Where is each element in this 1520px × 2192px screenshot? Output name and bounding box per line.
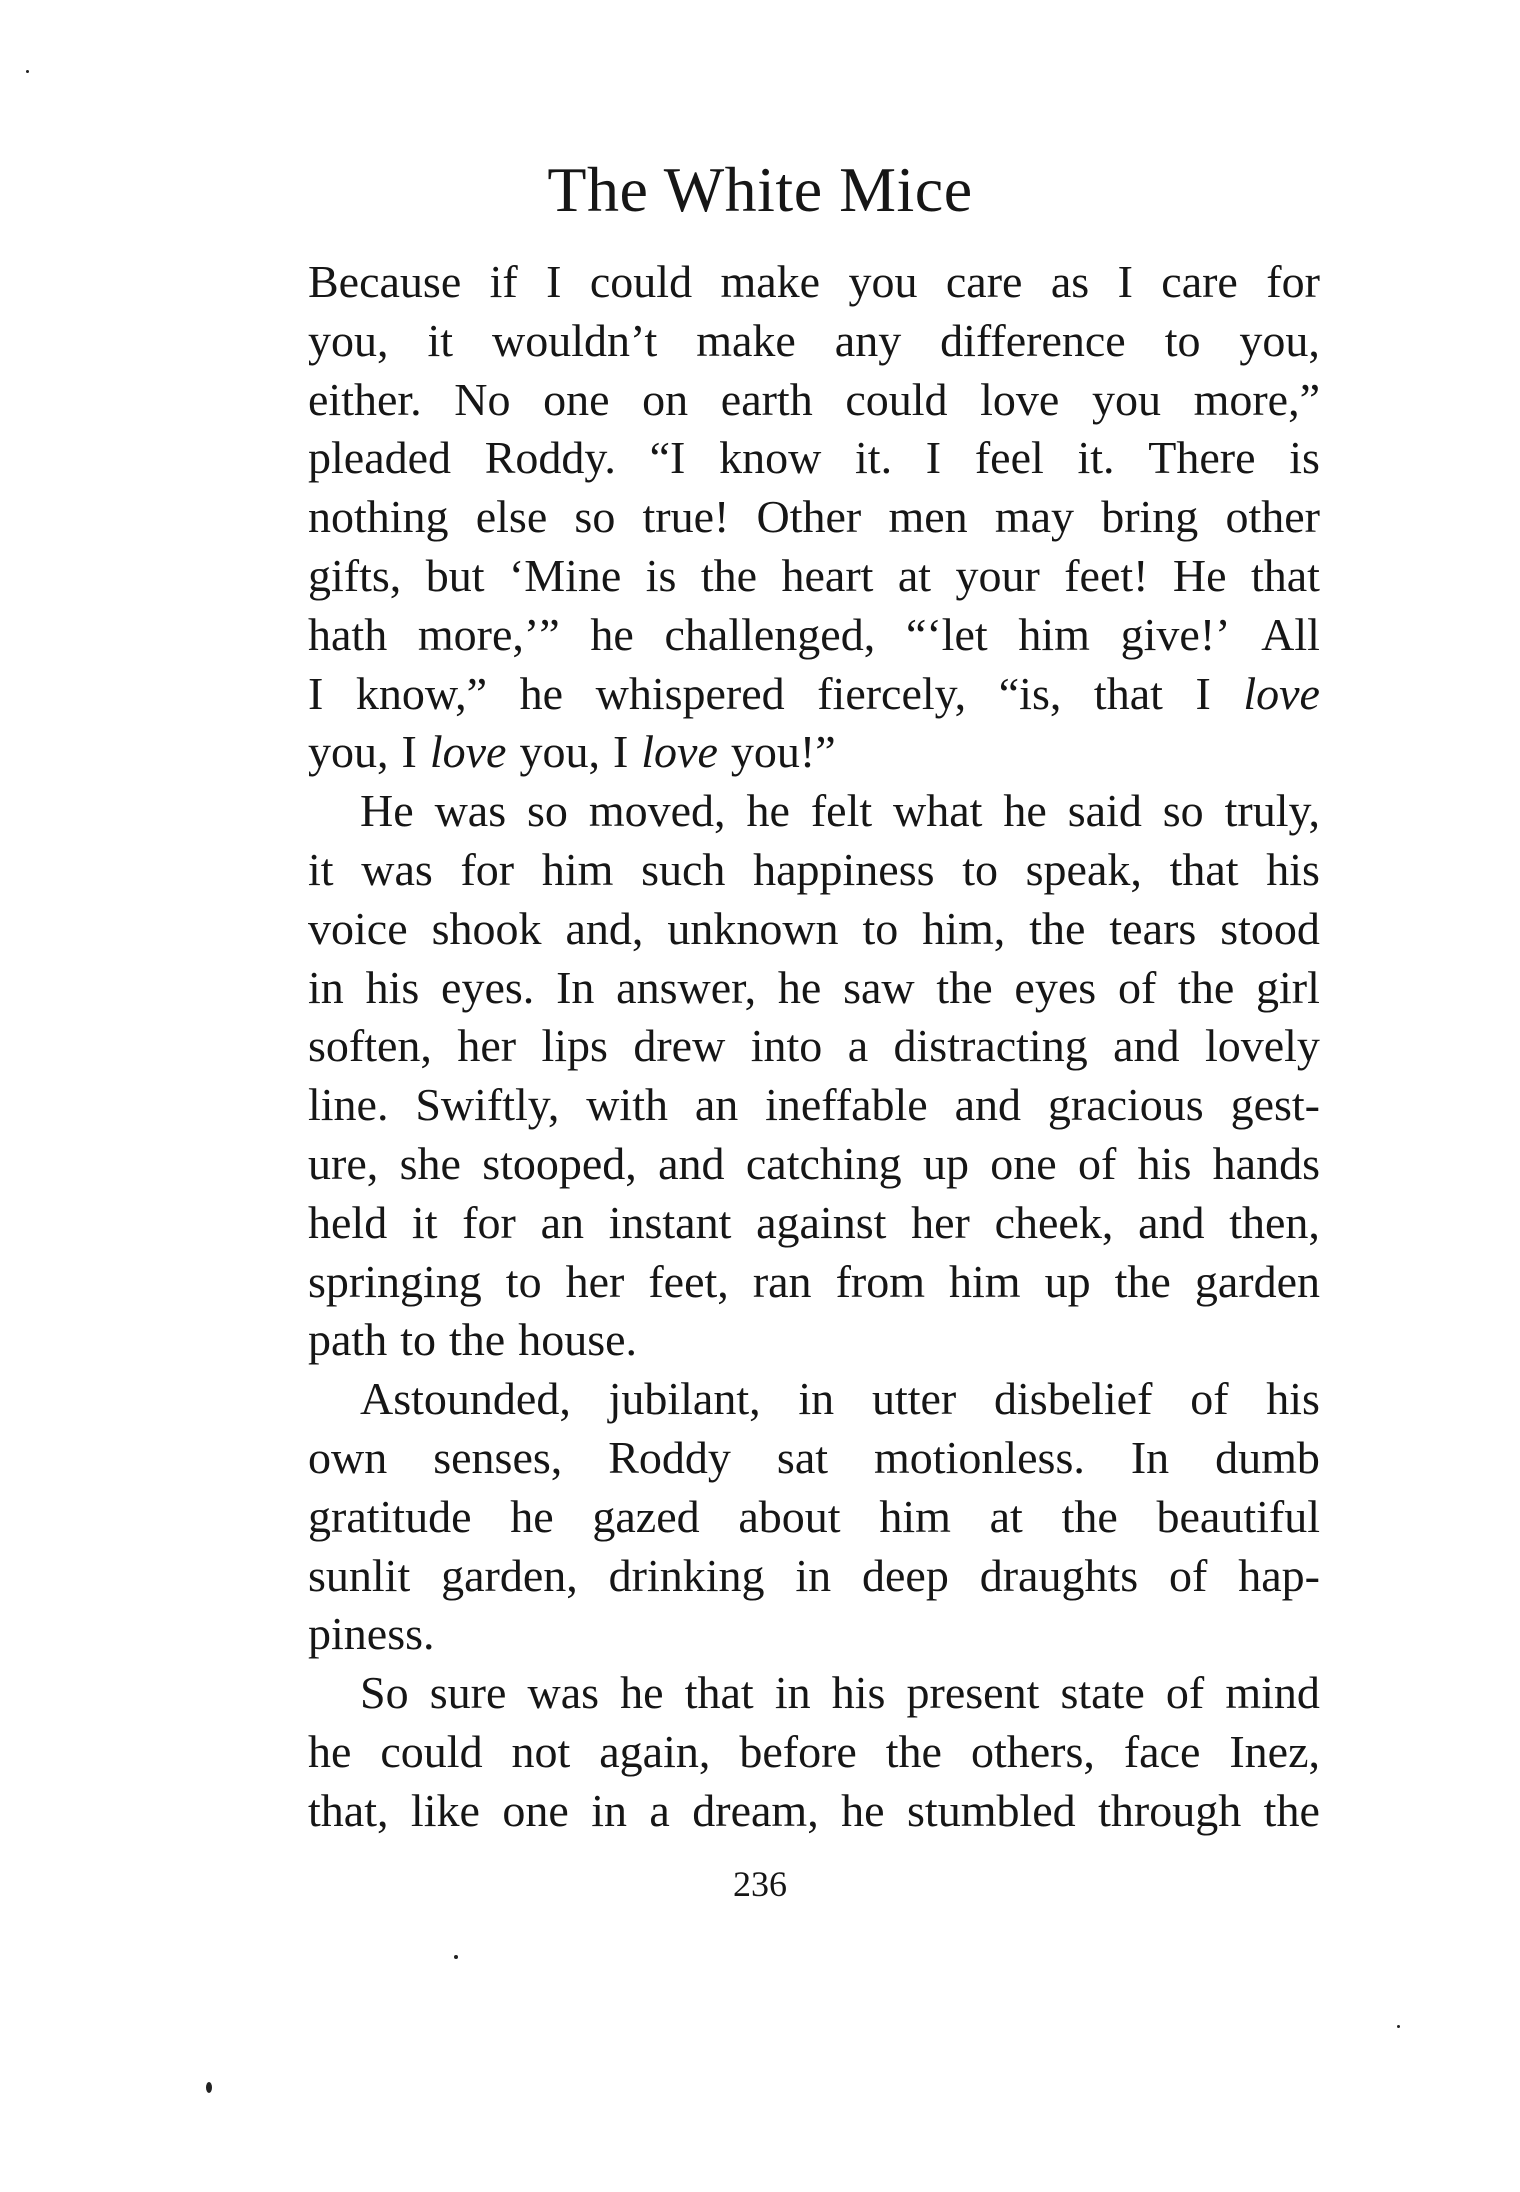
word: dream, [692, 1784, 819, 1836]
word: you, [308, 314, 389, 366]
word: So [360, 1667, 409, 1719]
word: Other [756, 491, 862, 543]
text-line [308, 1194, 1320, 1253]
word: disbelief [994, 1373, 1153, 1425]
word: is [645, 549, 677, 601]
word: In [1130, 1431, 1170, 1483]
word: senses, [433, 1431, 563, 1483]
word: other [1225, 491, 1320, 543]
word: draughts [979, 1549, 1139, 1601]
word: it [308, 843, 334, 895]
word: “is, [998, 667, 1062, 719]
word: on [642, 373, 689, 425]
word: you [1091, 373, 1161, 425]
word: the [1178, 961, 1235, 1013]
word: and [954, 1079, 1022, 1131]
word: gifts, [308, 549, 402, 601]
word: that [1093, 667, 1163, 719]
word: house. [518, 1314, 638, 1366]
word: him [541, 843, 614, 895]
word: gracious [1047, 1079, 1204, 1131]
word: a [649, 1784, 670, 1836]
word: stumbled [907, 1784, 1076, 1836]
word: jubilant, [608, 1373, 761, 1425]
word: garden [1194, 1255, 1320, 1307]
word: that [1250, 549, 1320, 601]
word: lips [541, 1020, 608, 1072]
word: the [700, 549, 758, 601]
word: feel [974, 432, 1044, 484]
page-number: 236 [733, 1864, 787, 1904]
word: love [1243, 667, 1320, 719]
word: a [847, 1020, 869, 1072]
word: her [457, 1020, 517, 1072]
word: either. [308, 373, 422, 425]
word: girl [1256, 961, 1320, 1013]
word: could [845, 373, 948, 425]
word: In [556, 961, 595, 1013]
word: to [962, 843, 998, 895]
word: saw [843, 961, 915, 1013]
word: his [1137, 1137, 1192, 1189]
word: held [308, 1196, 388, 1248]
word: the [885, 1725, 942, 1777]
word: ineffable [765, 1079, 928, 1131]
word: may [994, 491, 1075, 543]
word: drew [633, 1020, 726, 1072]
word: motionless. [874, 1431, 1085, 1483]
word: nothing [308, 491, 449, 543]
word: was [361, 843, 433, 895]
word: I [546, 256, 562, 307]
word: No [454, 373, 511, 425]
word: one [502, 1784, 569, 1836]
word: difference [940, 314, 1126, 366]
word: All [1261, 608, 1320, 660]
word: the [1029, 902, 1086, 954]
word: like [410, 1784, 480, 1836]
word: I [925, 432, 942, 484]
word: instant [608, 1196, 732, 1248]
word: love [429, 726, 507, 778]
scan-speck [26, 70, 29, 73]
word: then, [1229, 1196, 1320, 1248]
text-line [308, 1135, 1320, 1194]
scan-speck [206, 2082, 212, 2093]
word: eyes [1014, 961, 1097, 1013]
text-line [308, 606, 1320, 665]
word: know,” [355, 667, 488, 719]
word: He [1172, 549, 1227, 601]
text-line [308, 841, 1320, 900]
word: ran [752, 1255, 812, 1307]
word: men [888, 491, 968, 543]
word: you, [519, 726, 600, 778]
word: springing [308, 1255, 482, 1307]
word: beautiful [1156, 1490, 1320, 1542]
word: make [696, 314, 796, 366]
word: “‘let [905, 608, 988, 660]
text-line [308, 1605, 1320, 1664]
text-line [308, 959, 1320, 1018]
word: said [1067, 785, 1142, 837]
word: to [400, 1314, 436, 1366]
word: face [1123, 1725, 1201, 1777]
word: up [1044, 1255, 1091, 1307]
text-line [308, 547, 1320, 606]
word: sure [429, 1667, 507, 1719]
word: gest- [1230, 1079, 1320, 1131]
word: to [1164, 314, 1201, 366]
word: you [848, 256, 918, 307]
word: hath [308, 608, 388, 660]
word: There [1148, 432, 1256, 484]
word: up [922, 1137, 969, 1189]
word: I [401, 726, 417, 778]
word: Inez, [1229, 1725, 1320, 1777]
text-line [308, 782, 1320, 841]
word: shook [431, 902, 542, 954]
word: whispered [595, 667, 785, 719]
word: “I [649, 432, 686, 484]
text-line [308, 1547, 1320, 1606]
word: eyes. [441, 961, 535, 1013]
word: in [591, 1784, 627, 1836]
word: he [620, 1667, 664, 1719]
word: catching [745, 1137, 902, 1189]
word: could [380, 1725, 483, 1777]
word: felt [810, 785, 873, 837]
word: that [684, 1667, 754, 1719]
word: the [448, 1314, 506, 1366]
word: lovely [1204, 1020, 1320, 1072]
word: her [565, 1255, 625, 1307]
word: against [756, 1196, 887, 1248]
word: you, [308, 726, 389, 778]
word: hands [1212, 1137, 1320, 1189]
word: if [489, 256, 518, 307]
word: it [427, 314, 454, 366]
word: mind [1225, 1667, 1320, 1719]
word: I [1117, 256, 1133, 307]
word: could [589, 256, 693, 307]
word: feet! [1064, 549, 1149, 601]
word: heart [781, 549, 874, 601]
word: I [612, 726, 629, 778]
word: path [308, 1314, 388, 1366]
word: and [658, 1137, 725, 1189]
word: I [1195, 667, 1211, 719]
word: else [475, 491, 548, 543]
text-line [308, 1429, 1320, 1488]
text-line [308, 1253, 1320, 1312]
word: and [1113, 1020, 1180, 1072]
word: through [1098, 1784, 1242, 1836]
word: so [574, 491, 616, 543]
word: happiness [753, 843, 935, 895]
word: he [777, 961, 822, 1013]
word: her [911, 1196, 970, 1248]
word: an [540, 1196, 584, 1248]
word: you!” [730, 726, 836, 778]
word: in [795, 1549, 832, 1601]
word: from [835, 1255, 925, 1307]
page-title: The White Mice [547, 154, 973, 225]
word: what [893, 785, 983, 837]
word: he [590, 608, 634, 660]
word: bring [1101, 491, 1199, 543]
text-line [308, 371, 1320, 430]
word: line. [308, 1079, 389, 1131]
text-line [308, 723, 1320, 782]
word: is [1289, 432, 1320, 484]
text-line [308, 1017, 1320, 1076]
word: was [434, 785, 507, 837]
word: it. [855, 432, 893, 484]
word: make [720, 256, 821, 307]
text-line [308, 312, 1320, 371]
word: stooped, [482, 1137, 637, 1189]
text-line [308, 1782, 1320, 1841]
word: the [1263, 1784, 1320, 1836]
word: true! [642, 491, 730, 543]
word: answer, [616, 961, 757, 1013]
word: truly, [1224, 785, 1320, 837]
word: at [897, 549, 932, 601]
word: love [641, 726, 718, 778]
text-line [308, 1723, 1320, 1782]
word: any [834, 314, 902, 366]
word: it [411, 1196, 438, 1248]
word: him, [922, 902, 1006, 954]
text-line [308, 665, 1320, 724]
word: his [1266, 843, 1320, 895]
word: with [586, 1079, 668, 1131]
word: in [308, 961, 344, 1013]
word: earth [720, 373, 813, 425]
word: care [945, 256, 1023, 307]
word: Swiftly, [415, 1079, 560, 1131]
word: he [841, 1784, 885, 1836]
word: voice [308, 902, 408, 954]
word: hap- [1238, 1549, 1320, 1601]
word: and [1138, 1196, 1205, 1248]
word: so [1162, 785, 1204, 837]
word: such [641, 843, 726, 895]
word: gratitude [308, 1490, 472, 1542]
word: of [1190, 1373, 1229, 1425]
word: moved, [588, 785, 726, 837]
word: sunlit [308, 1549, 411, 1601]
word: stood [1220, 902, 1320, 954]
word: Roddy [608, 1431, 731, 1483]
word: one [543, 373, 610, 425]
word: he [519, 667, 564, 719]
word: pleaded [308, 432, 452, 484]
word: you, [1239, 314, 1320, 366]
word: gazed [592, 1490, 700, 1542]
word: distracting [893, 1020, 1088, 1072]
scan-speck [1397, 2025, 1400, 2028]
word: he [510, 1490, 554, 1542]
word: more,” [1193, 373, 1320, 425]
word: sat [776, 1431, 829, 1483]
word: the [936, 961, 993, 1013]
word: Because [308, 256, 462, 307]
word: love [980, 373, 1060, 425]
word: for [462, 1196, 516, 1248]
word: more,’” [417, 608, 560, 660]
word: his [1266, 1373, 1320, 1425]
word: own [308, 1431, 388, 1483]
word: to [505, 1255, 542, 1307]
text-line [308, 1311, 1320, 1370]
body-text [308, 253, 1320, 1841]
word: garden, [441, 1549, 578, 1601]
word: deep [862, 1549, 949, 1601]
word: tears [1109, 902, 1197, 954]
word: piness. [308, 1608, 435, 1660]
scan-speck [454, 1955, 458, 1959]
word: him [1018, 608, 1090, 660]
word: give!’ [1120, 608, 1231, 660]
word: his [831, 1667, 886, 1719]
word: at [989, 1490, 1023, 1542]
word: so [527, 785, 568, 837]
text-line [308, 1488, 1320, 1547]
word: know [719, 432, 822, 484]
word: that [1169, 843, 1239, 895]
word: He [360, 785, 414, 837]
word: wouldn’t [491, 314, 658, 366]
word: present [906, 1667, 1040, 1719]
word: that, [308, 1784, 389, 1836]
word: his [365, 961, 420, 1013]
word: of [1165, 1667, 1205, 1719]
text-line [308, 1370, 1320, 1429]
text-line [308, 1076, 1320, 1135]
word: dumb [1215, 1431, 1320, 1483]
word: in [798, 1373, 835, 1425]
text-line [308, 488, 1320, 547]
word: was [527, 1667, 600, 1719]
word: him [879, 1490, 951, 1542]
word: into [750, 1020, 823, 1072]
word: others, [970, 1725, 1095, 1777]
text-line [308, 900, 1320, 959]
word: he [1003, 785, 1047, 837]
word: the [1061, 1490, 1118, 1542]
word: of [1117, 961, 1157, 1013]
word: he [746, 785, 790, 837]
text-line [308, 253, 1320, 312]
word: of [1169, 1549, 1208, 1601]
word: unknown [667, 902, 839, 954]
word: the [1114, 1255, 1171, 1307]
word: fiercely, [817, 667, 967, 719]
word: I [308, 667, 324, 719]
word: ure, [308, 1137, 379, 1189]
word: she [399, 1137, 461, 1189]
word: it. [1077, 432, 1115, 484]
word: to [862, 902, 899, 954]
word: cheek, [994, 1196, 1114, 1248]
word: for [1266, 256, 1320, 307]
word: him [949, 1255, 1021, 1307]
word: your [955, 549, 1040, 601]
word: soften, [308, 1020, 432, 1072]
word: speak, [1025, 843, 1142, 895]
word: utter [871, 1373, 957, 1425]
word: and, [565, 902, 644, 954]
word: before [739, 1725, 857, 1777]
word: one [990, 1137, 1057, 1189]
word: but [425, 549, 485, 601]
word: about [738, 1490, 841, 1542]
word: feet, [648, 1255, 729, 1307]
word: Roddy. [484, 432, 616, 484]
word: ‘Mine [508, 549, 622, 601]
word: of [1078, 1137, 1117, 1189]
text-line [308, 429, 1320, 488]
word: again, [599, 1725, 711, 1777]
word: he [308, 1725, 352, 1777]
word: state [1060, 1667, 1145, 1719]
word: Astounded, [360, 1373, 571, 1425]
word: drinking [608, 1549, 765, 1601]
word: for [460, 843, 515, 895]
word: not [511, 1725, 571, 1777]
text-line [308, 1664, 1320, 1723]
word: in [774, 1667, 811, 1719]
word: as [1050, 256, 1090, 307]
word: an [694, 1079, 739, 1131]
word: care [1161, 256, 1238, 307]
word: challenged, [664, 608, 876, 660]
